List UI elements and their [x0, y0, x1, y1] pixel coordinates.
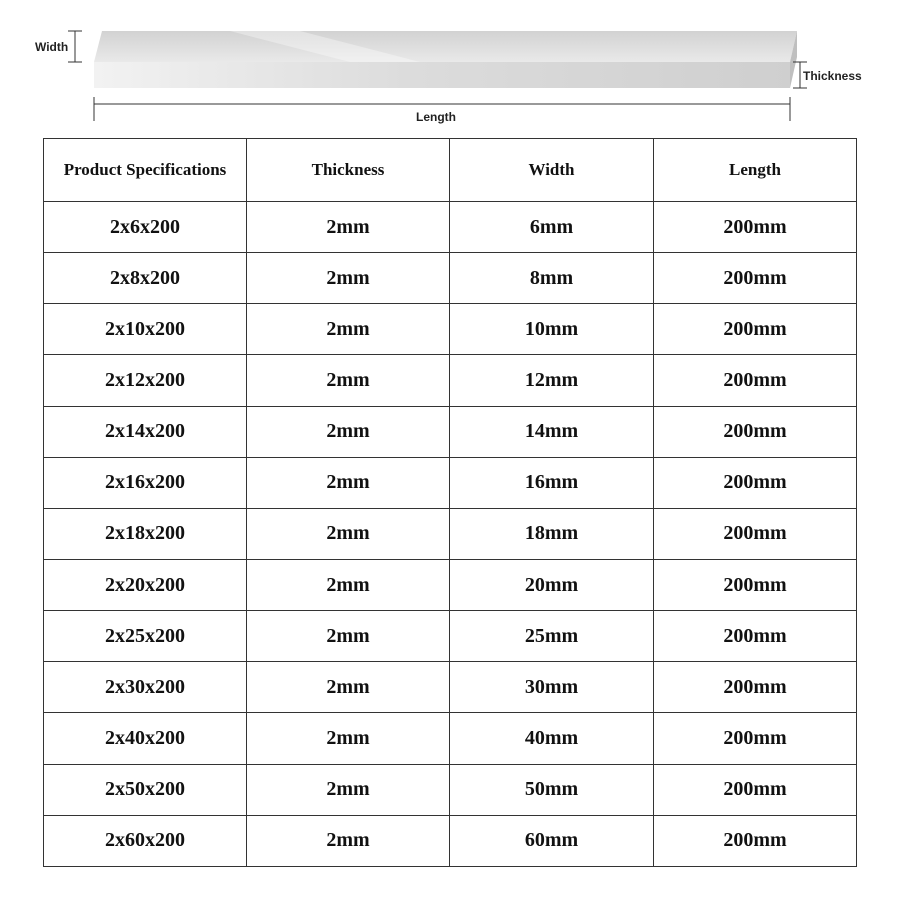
cell-thickness: 2mm [247, 508, 450, 559]
table-row [44, 559, 857, 610]
cell-width: 40mm [450, 713, 654, 764]
bar-dimension-diagram [0, 0, 900, 132]
cell-width: 6mm [450, 202, 654, 253]
cell-length: 200mm [654, 815, 857, 866]
thickness-label: Thickness [803, 69, 862, 83]
cell-thickness: 2mm [247, 304, 450, 355]
header-thickness: Thickness [247, 139, 450, 202]
cell-width: 12mm [450, 355, 654, 406]
cell-spec: 2x20x200 [44, 559, 247, 610]
cell-length: 200mm [654, 559, 857, 610]
table-row [44, 202, 857, 253]
cell-width: 25mm [450, 611, 654, 662]
cell-thickness: 2mm [247, 253, 450, 304]
width-label: Width [35, 40, 69, 54]
cell-width: 10mm [450, 304, 654, 355]
table-row [44, 304, 857, 355]
table-row [44, 713, 857, 764]
cell-length: 200mm [654, 508, 857, 559]
table-row [44, 457, 857, 508]
header-width: Width [450, 139, 654, 202]
cell-spec: 2x30x200 [44, 662, 247, 713]
table-header-row [44, 139, 857, 202]
cell-width: 16mm [450, 457, 654, 508]
cell-length: 200mm [654, 406, 857, 457]
cell-thickness: 2mm [247, 764, 450, 815]
cell-thickness: 2mm [247, 559, 450, 610]
cell-length: 200mm [654, 253, 857, 304]
cell-thickness: 2mm [247, 611, 450, 662]
cell-width: 8mm [450, 253, 654, 304]
width-dimension-marker [68, 31, 82, 62]
bar-front-face [94, 62, 790, 88]
cell-spec: 2x14x200 [44, 406, 247, 457]
specifications-table [43, 138, 857, 867]
cell-length: 200mm [654, 202, 857, 253]
cell-length: 200mm [654, 713, 857, 764]
cell-spec: 2x10x200 [44, 304, 247, 355]
header-product-specifications: Product Specifications [44, 139, 247, 202]
table-row [44, 406, 857, 457]
cell-thickness: 2mm [247, 713, 450, 764]
cell-thickness: 2mm [247, 457, 450, 508]
header-length: Length [654, 139, 857, 202]
cell-length: 200mm [654, 355, 857, 406]
table-row [44, 815, 857, 866]
cell-spec: 2x50x200 [44, 764, 247, 815]
table-row [44, 253, 857, 304]
cell-length: 200mm [654, 304, 857, 355]
cell-width: 18mm [450, 508, 654, 559]
table-row [44, 508, 857, 559]
table-row [44, 611, 857, 662]
table-row [44, 355, 857, 406]
cell-width: 50mm [450, 764, 654, 815]
cell-thickness: 2mm [247, 406, 450, 457]
cell-length: 200mm [654, 764, 857, 815]
cell-spec: 2x18x200 [44, 508, 247, 559]
cell-thickness: 2mm [247, 202, 450, 253]
cell-spec: 2x6x200 [44, 202, 247, 253]
length-label: Length [416, 110, 456, 124]
table-row [44, 662, 857, 713]
cell-thickness: 2mm [247, 662, 450, 713]
bar-top-face [94, 31, 797, 62]
cell-length: 200mm [654, 611, 857, 662]
cell-width: 60mm [450, 815, 654, 866]
cell-length: 200mm [654, 457, 857, 508]
cell-spec: 2x12x200 [44, 355, 247, 406]
cell-width: 14mm [450, 406, 654, 457]
cell-width: 20mm [450, 559, 654, 610]
cell-thickness: 2mm [247, 355, 450, 406]
cell-spec: 2x25x200 [44, 611, 247, 662]
cell-spec: 2x8x200 [44, 253, 247, 304]
cell-width: 30mm [450, 662, 654, 713]
cell-spec: 2x16x200 [44, 457, 247, 508]
cell-spec: 2x60x200 [44, 815, 247, 866]
cell-spec: 2x40x200 [44, 713, 247, 764]
cell-thickness: 2mm [247, 815, 450, 866]
cell-length: 200mm [654, 662, 857, 713]
table-row [44, 764, 857, 815]
